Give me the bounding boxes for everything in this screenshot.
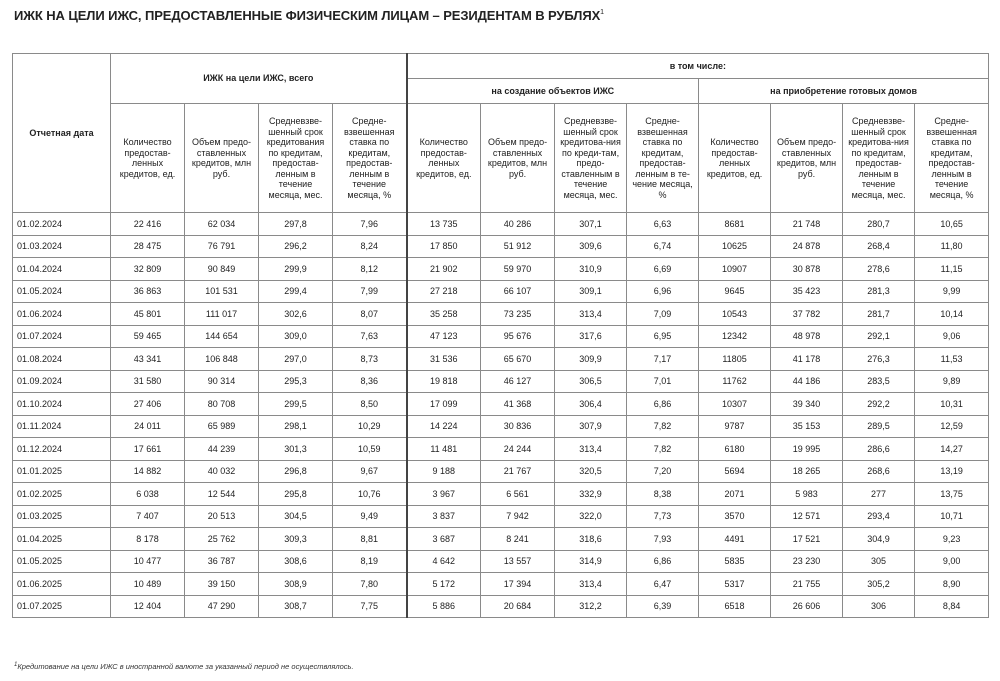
table-row [13,258,989,281]
table-cell: 30 878 [771,258,843,281]
table-cell: 19 995 [771,438,843,461]
table-cell: 13 735 [407,213,481,236]
cell-date: 01.07.2024 [13,325,111,348]
table-cell: 309,9 [555,348,627,371]
table-cell: 12 404 [111,595,185,618]
table-cell: 7,09 [627,303,699,326]
table-cell: 36 863 [111,280,185,303]
table-cell: 8681 [699,213,771,236]
table-cell: 28 475 [111,235,185,258]
table-cell: 6,96 [627,280,699,303]
table-cell: 10543 [699,303,771,326]
table-cell: 76 791 [185,235,259,258]
table-row [13,483,989,506]
table-cell: 31 580 [111,370,185,393]
table-cell: 62 034 [185,213,259,236]
table-cell: 301,3 [259,438,333,461]
table-cell: 44 239 [185,438,259,461]
table-cell: 11805 [699,348,771,371]
table-cell: 308,6 [259,550,333,573]
table-cell: 17 850 [407,235,481,258]
table-cell: 9,67 [333,460,407,483]
table-row [13,550,989,573]
table-cell: 43 341 [111,348,185,371]
table-cell: 2071 [699,483,771,506]
table-cell: 90 849 [185,258,259,281]
table-cell: 9,23 [915,528,989,551]
table-cell: 7 407 [111,505,185,528]
table-cell: 313,4 [555,438,627,461]
table-cell: 13 557 [481,550,555,573]
table-cell: 9787 [699,415,771,438]
table-cell: 5835 [699,550,771,573]
cell-date: 01.05.2024 [13,280,111,303]
table-cell: 6,74 [627,235,699,258]
table-cell: 17 661 [111,438,185,461]
table-cell: 317,6 [555,325,627,348]
table-cell: 278,6 [843,258,915,281]
table-cell: 10307 [699,393,771,416]
table-cell: 11,53 [915,348,989,371]
table-cell: 304,5 [259,505,333,528]
table-cell: 46 127 [481,370,555,393]
table-cell: 10,31 [915,393,989,416]
table-row [13,528,989,551]
table-cell: 45 801 [111,303,185,326]
table-cell: 22 416 [111,213,185,236]
table-cell: 312,2 [555,595,627,618]
table-cell: 302,6 [259,303,333,326]
table-cell: 111 017 [185,303,259,326]
table-cell: 80 708 [185,393,259,416]
table-cell: 313,4 [555,573,627,596]
table-cell: 21 902 [407,258,481,281]
cell-date: 01.04.2024 [13,258,111,281]
table-cell: 320,5 [555,460,627,483]
table-cell: 17 394 [481,573,555,596]
table-row [13,415,989,438]
table-cell: 13,19 [915,460,989,483]
table-cell: 14 224 [407,415,481,438]
table-cell: 7,96 [333,213,407,236]
cell-date: 01.02.2025 [13,483,111,506]
table-cell: 90 314 [185,370,259,393]
table-cell: 26 606 [771,595,843,618]
table-cell: 9,89 [915,370,989,393]
cell-date: 01.05.2025 [13,550,111,573]
table-cell: 7,17 [627,348,699,371]
table-cell: 101 531 [185,280,259,303]
cell-date: 01.01.2025 [13,460,111,483]
table-cell: 3 687 [407,528,481,551]
table-cell: 65 670 [481,348,555,371]
table-cell: 20 513 [185,505,259,528]
table-cell: 297,8 [259,213,333,236]
table-cell: 7,75 [333,595,407,618]
table-cell: 3570 [699,505,771,528]
table-cell: 144 654 [185,325,259,348]
table-cell: 322,0 [555,505,627,528]
table-cell: 8,36 [333,370,407,393]
table-cell: 10625 [699,235,771,258]
table-cell: 17 099 [407,393,481,416]
cell-date: 01.06.2025 [13,573,111,596]
cell-date: 01.10.2024 [13,393,111,416]
table-cell: 308,7 [259,595,333,618]
table-cell: 313,4 [555,303,627,326]
table-cell: 35 153 [771,415,843,438]
table-cell: 7,82 [627,438,699,461]
table-cell: 306,4 [555,393,627,416]
table-cell: 6,39 [627,595,699,618]
table-cell: 332,9 [555,483,627,506]
table-cell: 268,6 [843,460,915,483]
table-row [13,460,989,483]
table-cell: 7,82 [627,415,699,438]
mortgage-table [12,53,989,618]
table-cell: 11,15 [915,258,989,281]
table-cell: 23 230 [771,550,843,573]
table-cell: 306 [843,595,915,618]
table-cell: 295,3 [259,370,333,393]
table-cell: 3 967 [407,483,481,506]
table-cell: 8,90 [915,573,989,596]
table-cell: 296,8 [259,460,333,483]
header-col: Средневзве-шенный срок кредитова-ния по креди-там, предо-ставленным в течение месяца, мес. [555,104,627,213]
table-cell: 296,2 [259,235,333,258]
table-cell: 6180 [699,438,771,461]
table-cell: 7,93 [627,528,699,551]
table-cell: 5317 [699,573,771,596]
table-cell: 6,47 [627,573,699,596]
table-cell: 4 642 [407,550,481,573]
table-cell: 27 218 [407,280,481,303]
title-text: ИЖК НА ЦЕЛИ ИЖС, ПРЕДОСТАВЛЕННЫЕ ФИЗИЧЕСКИМ ЛИЦАМ – РЕЗИДЕНТАМ В РУБЛЯХ [14,8,601,23]
table-row [13,348,989,371]
table-cell: 299,5 [259,393,333,416]
table-cell: 10907 [699,258,771,281]
table-cell: 5 886 [407,595,481,618]
table-cell: 6,69 [627,258,699,281]
table-cell: 8,07 [333,303,407,326]
header-date: Отчетная дата [13,54,111,213]
table-cell: 6 561 [481,483,555,506]
table-cell: 14 882 [111,460,185,483]
table-cell: 298,1 [259,415,333,438]
table-cell: 19 818 [407,370,481,393]
table-cell: 309,3 [259,528,333,551]
cell-date: 01.11.2024 [13,415,111,438]
table-cell: 9,00 [915,550,989,573]
table-cell: 37 782 [771,303,843,326]
table-cell: 299,4 [259,280,333,303]
header-col: Количество предостав-ленных кредитов, ед. [699,104,771,213]
header-col: Объем предо-ставленных кредитов, млн руб. [185,104,259,213]
table-cell: 8,81 [333,528,407,551]
table-cell: 12 571 [771,505,843,528]
table-cell: 305,2 [843,573,915,596]
table-cell: 280,7 [843,213,915,236]
table-cell: 309,6 [555,235,627,258]
table-cell: 305 [843,550,915,573]
table-row [13,505,989,528]
footnote-mark: 1 [14,662,18,668]
table-cell: 59 465 [111,325,185,348]
header-group-create: на создание объектов ИЖС [407,79,699,104]
table-cell: 73 235 [481,303,555,326]
table-cell: 21 755 [771,573,843,596]
table-cell: 7,01 [627,370,699,393]
header-col: Количество предостав-ленных кредитов, ед. [407,104,481,213]
table-cell: 10,29 [333,415,407,438]
table-cell: 106 848 [185,348,259,371]
table-cell: 39 150 [185,573,259,596]
table-cell: 36 787 [185,550,259,573]
table-cell: 309,1 [555,280,627,303]
table-cell: 7,20 [627,460,699,483]
table-cell: 10,76 [333,483,407,506]
table-cell: 7,73 [627,505,699,528]
table-row [13,213,989,236]
table-row [13,235,989,258]
table-row [13,595,989,618]
table-cell: 47 123 [407,325,481,348]
header-col: Средне-взвешенная ставка по кредитам, предостав-ленным в те-чение месяца, % [627,104,699,213]
title-footnote-mark: 1 [600,9,604,16]
table-cell: 8 241 [481,528,555,551]
table-cell: 5 983 [771,483,843,506]
table-row [13,573,989,596]
table-cell: 310,9 [555,258,627,281]
table-cell: 7,99 [333,280,407,303]
table-row [13,393,989,416]
table-cell: 289,5 [843,415,915,438]
table-cell: 11762 [699,370,771,393]
table-cell: 40 032 [185,460,259,483]
table-header [13,54,989,213]
table-cell: 8 178 [111,528,185,551]
table-cell: 4491 [699,528,771,551]
table-cell: 24 011 [111,415,185,438]
table-cell: 12,59 [915,415,989,438]
table-cell: 299,9 [259,258,333,281]
table-cell: 47 290 [185,595,259,618]
table-cell: 306,5 [555,370,627,393]
table-cell: 24 244 [481,438,555,461]
header-col: Средне-взвешенная ставка по кредитам, предостав-ленным в течение месяца, % [333,104,407,213]
table-cell: 10,14 [915,303,989,326]
table-cell: 65 989 [185,415,259,438]
table-cell: 307,1 [555,213,627,236]
table-cell: 10,65 [915,213,989,236]
table-cell: 6,86 [627,393,699,416]
table-cell: 25 762 [185,528,259,551]
table-cell: 281,3 [843,280,915,303]
table-cell: 5 172 [407,573,481,596]
table-cell: 11,80 [915,235,989,258]
table-cell: 304,9 [843,528,915,551]
cell-date: 01.04.2025 [13,528,111,551]
table-cell: 66 107 [481,280,555,303]
table-cell: 8,50 [333,393,407,416]
table-cell: 309,0 [259,325,333,348]
table-cell: 307,9 [555,415,627,438]
table-cell: 308,9 [259,573,333,596]
table-cell: 9,06 [915,325,989,348]
table-cell: 95 676 [481,325,555,348]
table-cell: 9,99 [915,280,989,303]
table-cell: 11 481 [407,438,481,461]
table-cell: 6,86 [627,550,699,573]
table-cell: 51 912 [481,235,555,258]
table-cell: 293,4 [843,505,915,528]
table-body [13,213,989,618]
header-col: Средневзве-шенный срок кредитования по кредитам, предостав-ленным в течение месяца, мес. [259,104,333,213]
table-cell: 10,71 [915,505,989,528]
table-cell: 12342 [699,325,771,348]
header-including: в том числе: [407,54,989,79]
table-cell: 8,38 [627,483,699,506]
footnote-text: Кредитование на цели ИЖС в иностранной валюте за указанный период не осуществлялось. [17,662,354,671]
header-col: Средневзве-шенный срок кредитова-ния по кредитам, предостав-ленным в течение месяца, мес. [843,104,915,213]
table-cell: 39 340 [771,393,843,416]
cell-date: 01.12.2024 [13,438,111,461]
table-cell: 10 477 [111,550,185,573]
cell-date: 01.03.2025 [13,505,111,528]
table-cell: 276,3 [843,348,915,371]
table-cell: 5694 [699,460,771,483]
header-col: Количество предостав-ленных кредитов, ед. [111,104,185,213]
table-row [13,280,989,303]
table-cell: 7 942 [481,505,555,528]
table-cell: 9 188 [407,460,481,483]
table-cell: 41 368 [481,393,555,416]
cell-date: 01.06.2024 [13,303,111,326]
table-cell: 35 258 [407,303,481,326]
table-cell: 318,6 [555,528,627,551]
table-row [13,325,989,348]
table-cell: 9645 [699,280,771,303]
table-cell: 13,75 [915,483,989,506]
table-cell: 59 970 [481,258,555,281]
table-cell: 292,1 [843,325,915,348]
table-cell: 8,84 [915,595,989,618]
cell-date: 01.07.2025 [13,595,111,618]
table-cell: 8,19 [333,550,407,573]
table-cell: 7,80 [333,573,407,596]
table-cell: 10 489 [111,573,185,596]
table-cell: 30 836 [481,415,555,438]
header-col: Объем предо-ставленных кредитов, млн руб. [481,104,555,213]
table-cell: 21 748 [771,213,843,236]
table-cell: 17 521 [771,528,843,551]
table-cell: 40 286 [481,213,555,236]
table-cell: 292,2 [843,393,915,416]
table-row [13,370,989,393]
table-row [13,303,989,326]
table-cell: 8,24 [333,235,407,258]
table-cell: 31 536 [407,348,481,371]
table-cell: 41 178 [771,348,843,371]
table-cell: 32 809 [111,258,185,281]
table-cell: 286,6 [843,438,915,461]
table-cell: 268,4 [843,235,915,258]
table-cell: 8,73 [333,348,407,371]
table-cell: 277 [843,483,915,506]
table-cell: 7,63 [333,325,407,348]
table-cell: 314,9 [555,550,627,573]
header-group-buy: на приобретение готовых домов [699,79,989,104]
table-cell: 297,0 [259,348,333,371]
header-total: ИЖК на цели ИЖС, всего [111,54,407,104]
header-col: Объем предо-ставленных кредитов, млн руб. [771,104,843,213]
table-cell: 12 544 [185,483,259,506]
page-title [14,8,604,23]
table-cell: 21 767 [481,460,555,483]
table-cell: 8,12 [333,258,407,281]
table-cell: 295,8 [259,483,333,506]
table-cell: 281,7 [843,303,915,326]
table-cell: 27 406 [111,393,185,416]
table-cell: 283,5 [843,370,915,393]
header-col: Средне-взвешенная ставка по кредитам, предостав-ленным в течение месяца, % [915,104,989,213]
table-cell: 14,27 [915,438,989,461]
table-row [13,438,989,461]
cell-date: 01.02.2024 [13,213,111,236]
table-cell: 6,63 [627,213,699,236]
cell-date: 01.09.2024 [13,370,111,393]
table-cell: 6518 [699,595,771,618]
table-cell: 3 837 [407,505,481,528]
table-cell: 24 878 [771,235,843,258]
table-cell: 18 265 [771,460,843,483]
table-cell: 6,95 [627,325,699,348]
table-cell: 10,59 [333,438,407,461]
table-cell: 6 038 [111,483,185,506]
table-cell: 35 423 [771,280,843,303]
cell-date: 01.03.2024 [13,235,111,258]
table-cell: 44 186 [771,370,843,393]
footnote [14,662,354,671]
table-cell: 9,49 [333,505,407,528]
cell-date: 01.08.2024 [13,348,111,371]
table-cell: 20 684 [481,595,555,618]
table-cell: 48 978 [771,325,843,348]
